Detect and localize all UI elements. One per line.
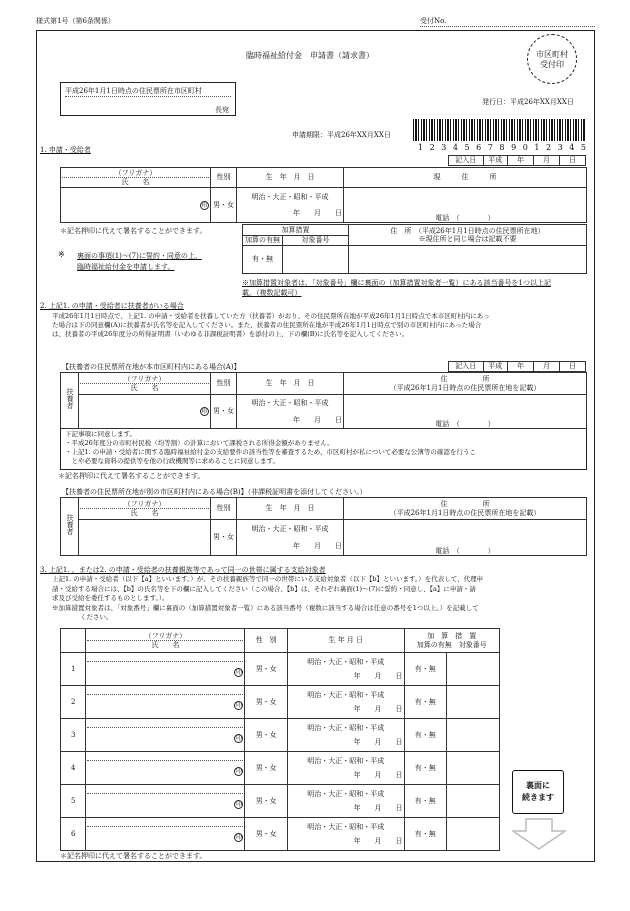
dependent-dob[interactable] bbox=[287, 752, 404, 785]
a-name-label: 氏 名 bbox=[130, 384, 159, 392]
row-number: 6 bbox=[61, 818, 86, 851]
section1-table bbox=[60, 167, 587, 223]
dependent-kasan[interactable]: 有・無 bbox=[404, 785, 446, 818]
section2-heading: 2. 上記1. の申請・受給者に扶養者がいる場合 bbox=[40, 302, 184, 310]
s3-kasan-label: 加 算 措 置 bbox=[427, 632, 477, 641]
b-era-options: 明治・大正・昭和・平成 bbox=[251, 525, 329, 534]
section2b-title: 【扶養者の住民票所在地が別の市区町村内にある場合(B)】（非課税証明書を添付してください。） bbox=[62, 488, 367, 496]
row-number: 1 bbox=[61, 653, 86, 686]
dependent-target-no[interactable] bbox=[446, 686, 499, 719]
a-era-options: 明治・大正・昭和・平成 bbox=[251, 399, 329, 408]
entry-date-era[interactable]: 平成 bbox=[483, 156, 507, 166]
s3-dob-label: 生 年 月 日 bbox=[287, 629, 404, 653]
barcode bbox=[413, 119, 585, 141]
dependent-target-no[interactable] bbox=[446, 653, 499, 686]
section3-table bbox=[60, 628, 500, 851]
applicant-gender[interactable]: 男・女 bbox=[211, 188, 237, 223]
section2a-table bbox=[60, 372, 587, 429]
sign-note-2: ＊記名押印に代えて署名することができます。 bbox=[58, 472, 205, 480]
dependent-name-field[interactable] bbox=[86, 653, 245, 686]
same-address-note: ※現住所と同じ場合は記載不要 bbox=[418, 235, 517, 243]
dependent-kasan[interactable]: 有・無 bbox=[404, 719, 446, 752]
s2-para2: た場合は下の同意欄(A)に扶養者が氏名等を記入してください。また、扶養者の住民票所在地が平成26年1月1日時点で別の市区町村内にあった場合 bbox=[52, 321, 482, 329]
a-gender-field[interactable]: 男・女 bbox=[211, 395, 237, 429]
a-entry-label: 記入日 bbox=[449, 362, 484, 372]
dependent-dob[interactable] bbox=[287, 719, 404, 752]
dependent-dob[interactable] bbox=[287, 818, 404, 851]
b-phone: 電話 （ ） bbox=[435, 546, 495, 555]
b-dob-label: 生 年 月 日 bbox=[237, 498, 344, 520]
resident-address-label: 住 所 （平成26年1月1日時点の住民票所在地） bbox=[390, 226, 545, 235]
a-ymd: 年 月 日 bbox=[293, 415, 342, 424]
b-furigana-label: （フリガナ） bbox=[123, 499, 166, 508]
table-row bbox=[61, 818, 500, 851]
s3-para3: 求及び受給を委任するものとします。）。 bbox=[52, 594, 169, 602]
entry-date-month[interactable]: 月 bbox=[534, 156, 560, 166]
era-options: 明治・大正・昭和・平成 bbox=[251, 192, 329, 201]
seal-icon: 印 bbox=[201, 201, 208, 209]
s3-gender-label: 性 別 bbox=[245, 629, 287, 653]
continue-line1: 裏面に bbox=[526, 781, 550, 790]
section3-paragraph bbox=[52, 575, 483, 623]
continue-line2: 続きます bbox=[522, 793, 554, 802]
kasan-note-line2: 載。（複数記載可） bbox=[242, 289, 302, 297]
dependent-name-field[interactable] bbox=[86, 719, 245, 752]
dependent-name-field[interactable] bbox=[86, 686, 245, 719]
kasan-note-line1: ※加算措置対象者は、「対象番号」欄に裏面の（加算措置対象者一覧）にある該当番号を1つ以上記 bbox=[242, 279, 551, 287]
agree-line1: ・平成26年度分の市町村民税（均等割）の計算において課税される所得金額がありません。 bbox=[65, 439, 334, 447]
b-name-field[interactable] bbox=[79, 520, 211, 556]
a-gender-label: 性別 bbox=[211, 373, 237, 395]
target-no-field[interactable] bbox=[283, 246, 349, 274]
s3-kasan-yes-label: 加算の有無 bbox=[416, 640, 452, 649]
ymd-label: 年 月 日 bbox=[293, 209, 342, 218]
entry-date-table bbox=[448, 155, 586, 166]
dependent-target-no[interactable] bbox=[446, 719, 499, 752]
address-box bbox=[60, 82, 236, 116]
dependent-name-field[interactable] bbox=[86, 818, 245, 851]
gender-label: 性別 bbox=[211, 168, 237, 188]
row-ymd: 年 月 日 bbox=[353, 672, 403, 680]
kasan-label: 加算措置 bbox=[243, 225, 349, 236]
s3-para1: 上記1. の申請・受給者（以下【a】といいます。）が、その扶養親族等で同一の世帯にいる支給対象者（以下【b】といいます。）を代表して、代理申 bbox=[52, 575, 484, 583]
s2-para1: 平成26年1月1日時点で、上記1. の申請・受給者を扶養していた方（扶養者）がおり、その住民票所在地が平成26年1月1日時点で本市区町村内にあっ bbox=[52, 312, 490, 320]
row-seal-icon: 印 bbox=[235, 669, 242, 676]
section2a-title: 【扶養者の住民票所在地が本市区町村内にある場合(A)】 bbox=[62, 363, 241, 371]
a-side-label bbox=[61, 373, 79, 429]
s3-name-label: 氏 名 bbox=[151, 641, 180, 649]
continue-box bbox=[512, 770, 564, 814]
entry-date-label: 記入日 bbox=[449, 156, 484, 166]
a-address-field[interactable] bbox=[344, 395, 587, 429]
issue-date: 発行日：平成26年XX月XX日 bbox=[482, 98, 574, 106]
row-era-options: 明治・大正・昭和・平成 bbox=[307, 789, 385, 798]
a-dob-field[interactable] bbox=[237, 395, 344, 429]
a-entry-year[interactable]: 年 bbox=[508, 362, 534, 372]
a-entry-era[interactable]: 平成 bbox=[483, 362, 507, 372]
address-label: 現 住 所 bbox=[344, 168, 587, 188]
a-entry-month[interactable]: 月 bbox=[534, 362, 560, 372]
dependent-kasan[interactable]: 有・無 bbox=[404, 686, 446, 719]
target-no-label: 対象番号 bbox=[283, 235, 349, 246]
dependent-gender[interactable]: 男・女 bbox=[245, 785, 287, 818]
entry-date-day[interactable]: 日 bbox=[560, 156, 586, 166]
row-era-options: 明治・大正・昭和・平成 bbox=[307, 723, 385, 732]
resident-address-field[interactable] bbox=[349, 246, 587, 274]
b-gender-field[interactable]: 男・女 bbox=[211, 520, 237, 556]
row-seal-icon: 印 bbox=[235, 768, 242, 775]
applicant-address[interactable] bbox=[344, 188, 587, 223]
oath-mark: ※ bbox=[58, 250, 65, 259]
dependent-name-field[interactable] bbox=[86, 785, 245, 818]
s3-target-label: 対象番号 bbox=[458, 640, 487, 649]
barcode-digits: 1 2 3 4 5 6 7 8 9 0 1 2 3 4 5 bbox=[418, 143, 588, 152]
section2-paragraph bbox=[52, 312, 592, 339]
reception-stamp bbox=[527, 34, 577, 84]
a-dob-label: 生 年 月 日 bbox=[237, 373, 344, 395]
a-entry-date-table bbox=[448, 361, 586, 372]
row-era-options: 明治・大正・昭和・平成 bbox=[307, 822, 385, 831]
deadline: 申請期限：平成26年XX月XX日 bbox=[292, 131, 391, 139]
dob-label: 生 年 月 日 bbox=[237, 168, 344, 188]
dependent-kasan[interactable]: 有・無 bbox=[404, 752, 446, 785]
a-seal-icon: 印 bbox=[201, 408, 208, 415]
dependent-dob[interactable] bbox=[287, 653, 404, 686]
a-address-sub: （平成26年1月1日時点の住民票所在地を記載） bbox=[389, 383, 541, 392]
row-number: 5 bbox=[61, 785, 86, 818]
agreement-box bbox=[60, 428, 587, 470]
a-name-field[interactable] bbox=[79, 395, 211, 429]
b-address-label: 住 所 bbox=[440, 500, 490, 509]
row-number: 2 bbox=[61, 686, 86, 719]
row-seal-icon: 印 bbox=[235, 735, 242, 742]
row-ymd: 年 月 日 bbox=[353, 738, 403, 746]
applicant-name-field[interactable] bbox=[61, 188, 211, 223]
name-label: 氏 名 bbox=[121, 178, 150, 187]
phone-label: 電話 （ ） bbox=[435, 213, 495, 222]
table-row bbox=[61, 686, 500, 719]
row-era-options: 明治・大正・昭和・平成 bbox=[307, 690, 385, 699]
form-number: 様式第1号（第6条関係） bbox=[36, 17, 115, 25]
b-gender-label: 性別 bbox=[211, 498, 237, 520]
sign-note-1: ＊記名押印に代えて署名することができます。 bbox=[60, 227, 207, 235]
row-seal-icon: 印 bbox=[235, 702, 242, 709]
b-side-label bbox=[61, 498, 79, 556]
address-line1: 平成26年1月1日時点の住民票所在市区町村 bbox=[65, 86, 231, 97]
s3-para5: ください。 bbox=[80, 613, 113, 621]
applicant-dob[interactable] bbox=[237, 188, 344, 223]
row-ymd: 年 月 日 bbox=[353, 837, 403, 845]
dependent-dob[interactable] bbox=[287, 785, 404, 818]
a-furigana-label: （フリガナ） bbox=[123, 374, 166, 383]
row-ymd: 年 月 日 bbox=[353, 705, 403, 713]
row-seal-icon: 印 bbox=[235, 801, 242, 808]
b-dob-field[interactable] bbox=[237, 520, 344, 556]
s2-para3: は、扶養者の平成26年度分の所得証明書（いわゆる非課税証明書）を添付の上、下の欄(B)に氏名等を記入してください。 bbox=[52, 330, 409, 338]
a-entry-day[interactable]: 日 bbox=[560, 362, 586, 372]
s3-para2: 請・受給する場合には、【b】の氏名等を下の欄に記入してください（この場合、【b】は、それぞれ裏面(1)～(7)に誓約・同意し、【a】に申請・請 bbox=[52, 584, 476, 593]
row-seal-icon: 印 bbox=[235, 834, 242, 841]
b-ymd: 年 月 日 bbox=[293, 541, 342, 550]
stamp-line1: 市区町村 bbox=[536, 50, 568, 59]
down-arrow-icon bbox=[512, 818, 566, 850]
oath-line2: 臨時福祉給付金を申請します。 bbox=[77, 263, 175, 271]
dependent-gender[interactable]: 男・女 bbox=[245, 686, 287, 719]
dependent-name-field[interactable] bbox=[86, 752, 245, 785]
b-address-sub: （平成26年1月1日時点の住民票所在地を記載） bbox=[389, 508, 541, 517]
kasan-yes-label: 加算の有無 bbox=[243, 235, 283, 246]
page-title: 臨時福祉給付金 申請書（請求書） bbox=[246, 51, 374, 60]
b-name-label: 氏 名 bbox=[130, 509, 159, 517]
row-number: 4 bbox=[61, 752, 86, 785]
b-address-field[interactable] bbox=[344, 520, 587, 556]
row-ymd: 年 月 日 bbox=[353, 804, 403, 812]
dependent-target-no[interactable] bbox=[446, 785, 499, 818]
section1-heading: 1. 申請・受給者 bbox=[40, 146, 91, 154]
row-ymd: 年 月 日 bbox=[353, 771, 403, 779]
a-side-text: 扶養者 bbox=[66, 388, 74, 409]
section2b-table bbox=[60, 497, 587, 556]
a-phone: 電話 （ ） bbox=[435, 419, 495, 428]
agree-line3: とや必要な資料の提供等を他の行政機関等に求めることに同意します。 bbox=[65, 457, 279, 465]
table-row bbox=[61, 719, 500, 752]
stamp-line2: 受付印 bbox=[540, 60, 564, 69]
address-line2: 長宛 bbox=[215, 106, 229, 114]
kasan-table bbox=[242, 224, 587, 274]
dependent-target-no[interactable] bbox=[446, 818, 499, 851]
table-row bbox=[61, 785, 500, 818]
dependent-gender[interactable]: 男・女 bbox=[245, 719, 287, 752]
agree-line2: ・上記1. の申請・受給者に関する臨時福祉給付金の支給要件の該当性等を審査するため、市区町村が私について必要な公簿等の確認を行うこ bbox=[65, 448, 476, 456]
table-row bbox=[61, 653, 500, 686]
row-era-options: 明治・大正・昭和・平成 bbox=[307, 657, 385, 666]
section3-heading: 3. 上記1. 、または2. の申請・受給者の扶養親族等であって同一の世帯に属する支給対象者 bbox=[40, 566, 326, 574]
dependent-kasan[interactable]: 有・無 bbox=[404, 653, 446, 686]
kasan-yes-no[interactable]: 有・無 bbox=[243, 246, 283, 274]
dependent-kasan[interactable]: 有・無 bbox=[404, 818, 446, 851]
a-address-label: 住 所 bbox=[440, 375, 490, 384]
dependent-gender[interactable]: 男・女 bbox=[245, 752, 287, 785]
row-number: 3 bbox=[61, 719, 86, 752]
table-row bbox=[61, 752, 500, 785]
b-side-text: 扶養者 bbox=[66, 514, 74, 535]
sign-note-3: ＊記名押印に代えて署名することができます。 bbox=[60, 852, 207, 860]
furigana-label: （フリガナ） bbox=[114, 168, 157, 177]
dependent-dob[interactable] bbox=[287, 686, 404, 719]
s3-furigana-label: （フリガナ） bbox=[144, 631, 187, 640]
agree-line0: 下記事項に同意します。 bbox=[65, 430, 136, 438]
dependent-target-no[interactable] bbox=[446, 752, 499, 785]
dependent-gender[interactable]: 男・女 bbox=[245, 818, 287, 851]
entry-date-year[interactable]: 年 bbox=[508, 156, 534, 166]
s3-para4: ※加算措置対象者は、「対象番号」欄に裏面の（加算措置対象者一覧）にある該当番号（複数に該当する場合は任意の番号を1つ以上。）を記載して bbox=[52, 603, 479, 612]
reception-number-label: 受付No. bbox=[420, 16, 595, 27]
dependent-gender[interactable]: 男・女 bbox=[245, 653, 287, 686]
row-era-options: 明治・大正・昭和・平成 bbox=[307, 756, 385, 765]
oath-line1: 裏面の事項(1)～(7)に誓約・同意の上、 bbox=[77, 252, 202, 260]
s3-no-header bbox=[61, 629, 86, 653]
